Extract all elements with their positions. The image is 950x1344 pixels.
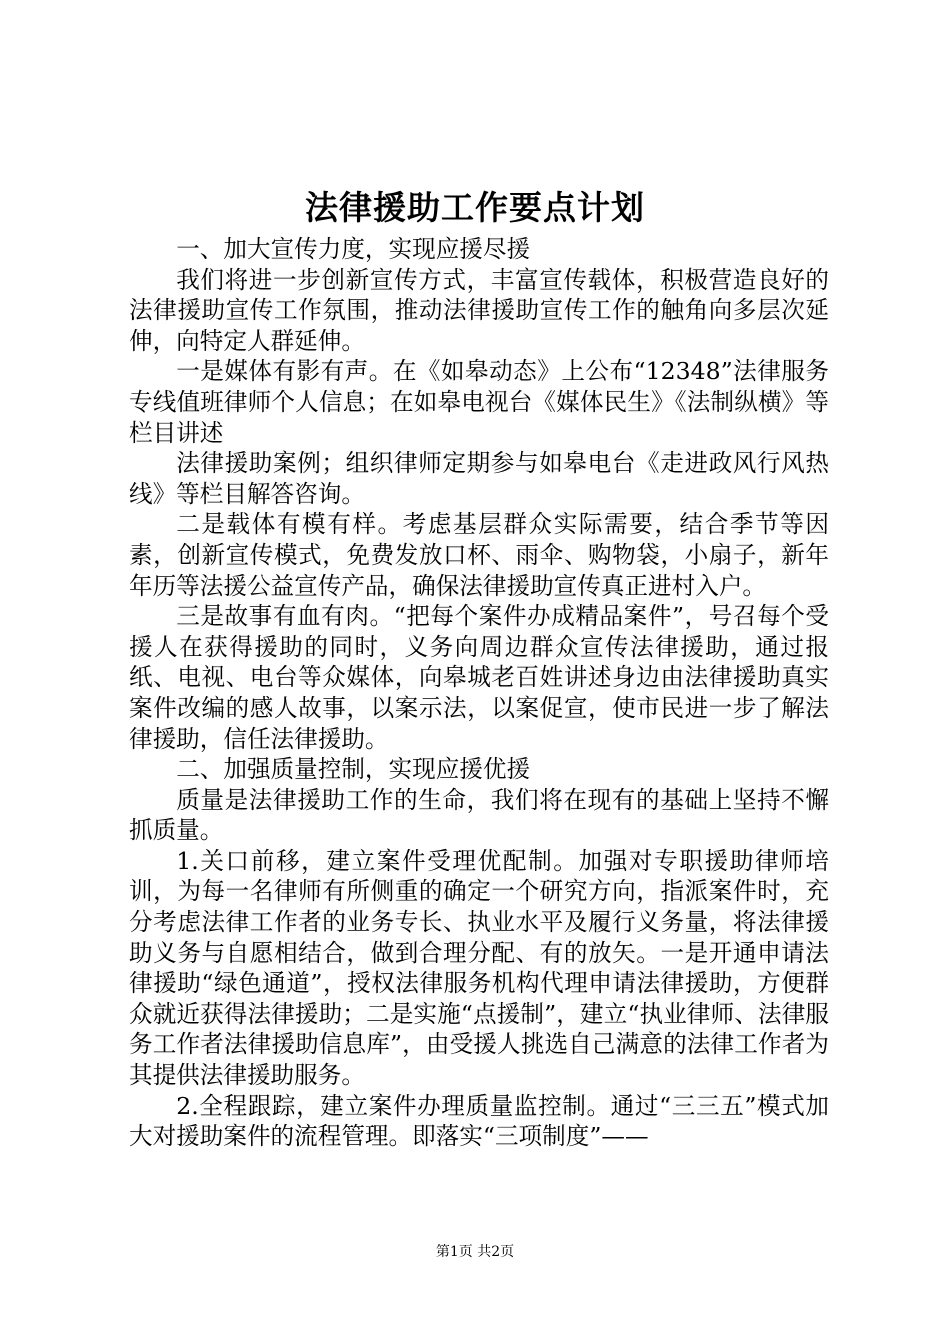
document-body [129,234,829,1152]
page-number-footer: 第1页 共2页 [435,1244,515,1260]
paragraph: 2.全程跟踪，建立案件办理质量监控制。通过“三三五”模式加大对援助案件的流程管理。即落实“三项制度”—— [129,1091,829,1151]
paragraph: 二是载体有模有样。考虑基层群众实际需要，结合季节等因素，创新宣传模式，免费发放口杯、雨伞、购物袋，小扇子，新年年历等法援公益宣传产品，确保法律援助宣传真正进村入户。 [129,510,829,600]
paragraph: 三是故事有血有肉。“把每个案件办成精品案件”，号召每个受援人在获得援助的同时，义务向周边群众宣传法律援助，通过报纸、电视、电台等众媒体，向皋城老百姓讲述身边由法律援助真实案件改编的感人故事，以案示法，以案促宣，使市民进一步了解法律援助，信任法律援助。 [129,602,829,753]
section-heading-1: 一、加大宣传力度，实现应援尽援 [176,235,531,263]
paragraph: 一是媒体有影有声。在《如皋动态》上公布“12348”法律服务专线值班律师个人信息；在如皋电视台《媒体民生》《法制纵横》等栏目讲述 [129,357,829,447]
paragraph: 1.关口前移，建立案件受理优配制。加强对专职援助律师培训，为每一名律师有所侧重的确定一个研究方向，指派案件时，充分考虑法律工作者的业务专长、执业水平及履行义务量，将法律援助义务与自愿相结合，做到合理分配、有的放矢。一是开通申请法律援助“绿色通道”，授权法律服务机构代理申请法律援助，方便群众就近获得法律援助；二是实施“点援制”，建立“执业律师、法律服务工作者法律援助信息库”，由受援人挑选自己满意的法律工作者为其提供法律援助服务。 [129,846,829,1090]
paragraph: 质量是法律援助工作的生命，我们将在现有的基础上坚持不懈抓质量。 [129,785,829,845]
section-heading-2: 二、加强质量控制，实现应援优援 [176,755,531,784]
paragraph: 我们将进一步创新宣传方式，丰富宣传载体，积极营造良好的法律援助宣传工作氛围，推动法律援助宣传工作的触角向多层次延伸，向特定人群延伸。 [129,265,829,355]
paragraph: 法律援助案例；组织律师定期参与如皋电台《走进政风行风热线》等栏目解答咨询。 [129,449,829,508]
document-title: 法律援助工作要点计划 [305,188,645,227]
